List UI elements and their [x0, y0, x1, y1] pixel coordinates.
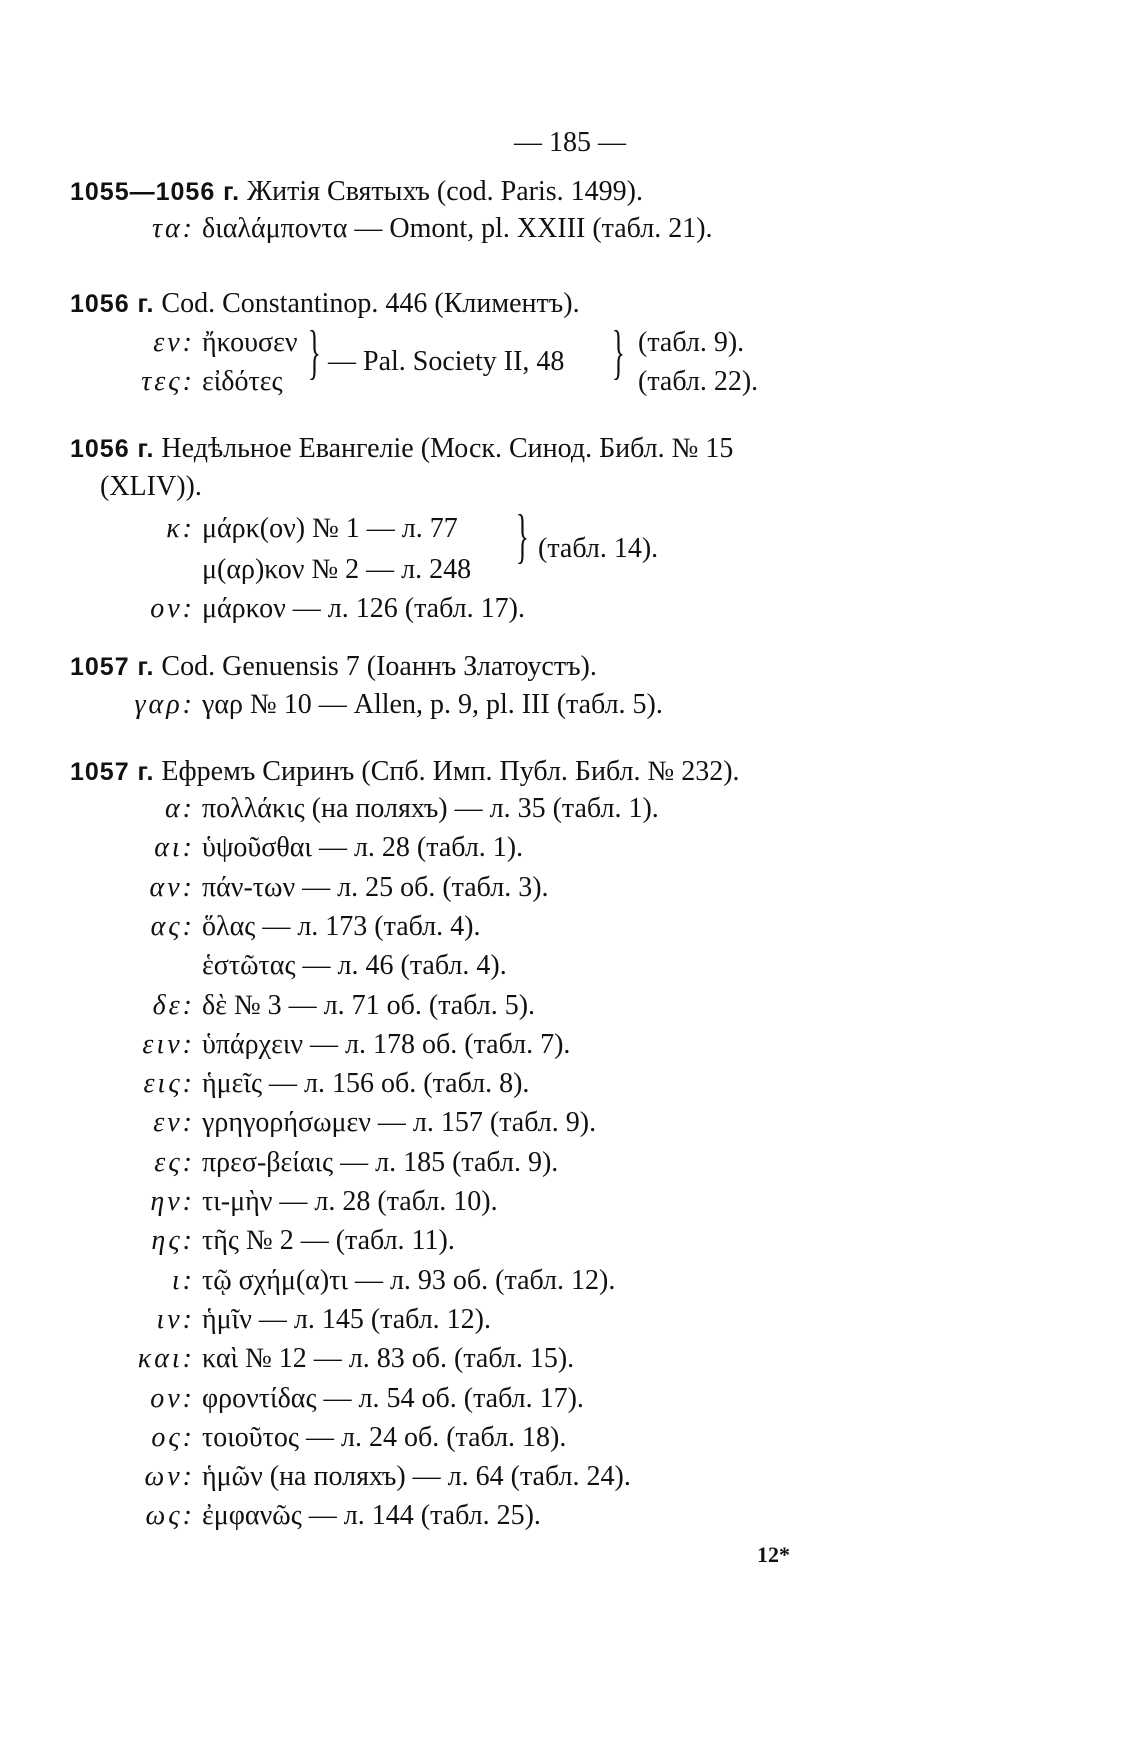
line-key: ιν: — [156, 1304, 195, 1335]
right-brace: } — [515, 503, 529, 569]
entry-heading — [70, 175, 643, 209]
entry-heading — [70, 287, 580, 321]
entry-line — [100, 792, 659, 826]
entry-heading — [70, 432, 733, 466]
line-key: τες: — [141, 366, 195, 397]
signature-mark: 12* — [757, 1542, 790, 1567]
left-brace: } — [307, 319, 321, 385]
line-key: γαρ: — [134, 689, 195, 720]
entry-line — [100, 910, 480, 944]
entry-year: 1057 г. — [70, 758, 155, 786]
plate-ref: (табл. 22). — [638, 366, 759, 397]
entry-title: Житія Святыхъ (cod. Paris. 1499). — [247, 176, 643, 207]
line-text: πρεσ-βείαις — л. 185 (табл. 9). — [202, 1147, 559, 1178]
line-text: ἡμῖν — л. 145 (табл. 12). — [202, 1304, 491, 1335]
entry-line — [100, 1499, 541, 1533]
line-text: τοιοῦτος — л. 24 об. (табл. 18). — [202, 1422, 567, 1453]
entry-line — [100, 365, 283, 399]
line-key: και: — [137, 1343, 195, 1374]
line-text: μ(αρ)κον № 2 — л. 248 — [202, 554, 472, 585]
line-key: τα: — [151, 213, 195, 244]
shared-citation: (табл. 14). — [538, 533, 659, 564]
entry-line — [100, 688, 663, 722]
page-number: — 185 — — [514, 127, 626, 158]
entry-title: Недѣльное Евангеліе (Моск. Синод. Библ. № 15 — [161, 433, 734, 464]
line-key: δε: — [152, 990, 195, 1021]
line-key: κ: — [166, 513, 195, 544]
line-key: ων: — [144, 1461, 195, 1492]
line-text: διαλάμποντα — Omont, pl. XXIII (табл. 21). — [202, 213, 713, 244]
entry-year: 1056 г. — [70, 435, 155, 463]
line-key: αι: — [154, 832, 195, 863]
line-text: καὶ № 12 — л. 83 об. (табл. 15). — [202, 1343, 575, 1374]
entry-heading — [70, 755, 740, 789]
line-text: γαρ № 10 — Allen, p. 9, pl. III (табл. 5). — [202, 689, 663, 720]
entry-line — [100, 1382, 584, 1416]
line-text: ἑστῶτας — л. 46 (табл. 4). — [202, 950, 507, 981]
line-text: ἡμεῖς — л. 156 об. (табл. 8). — [202, 1068, 530, 1099]
plate-ref: (табл. 9). — [638, 327, 745, 358]
line-text: δὲ № 3 — л. 71 об. (табл. 5). — [202, 990, 536, 1021]
line-text: ἡμῶν (на поляхъ) — л. 64 (табл. 24). — [202, 1461, 631, 1492]
line-text: πάν-των — л. 25 об. (табл. 3). — [202, 872, 549, 903]
entry-line — [100, 212, 713, 246]
line-key: ην: — [150, 1186, 195, 1217]
line-text: εἰδότες — [202, 366, 283, 397]
entry-line — [100, 1421, 566, 1455]
line-key: ι: — [171, 1265, 195, 1296]
line-text: φροντίδας — л. 54 об. (табл. 17). — [202, 1383, 584, 1414]
line-text: μάρκ(ον) № 1 — л. 77 — [202, 513, 458, 544]
line-key: εν: — [153, 1107, 195, 1138]
entry-line — [100, 1264, 615, 1298]
line-key: αν: — [149, 872, 195, 903]
entry-heading — [70, 650, 597, 684]
entry-title: Ефремъ Сиринъ (Спб. Имп. Публ. Библ. № 232). — [161, 756, 740, 787]
line-text: τῆς № 2 — (табл. 11). — [202, 1225, 455, 1256]
line-text: γρηγορήσωμεν — л. 157 (табл. 9). — [202, 1107, 597, 1138]
line-key: ειν: — [142, 1029, 195, 1060]
entry-line — [100, 949, 507, 983]
entry-line — [100, 1342, 574, 1376]
line-key: ον: — [150, 1383, 195, 1414]
entry-year: 1057 г. — [70, 653, 155, 681]
line-key: ος: — [151, 1422, 195, 1453]
entry-title: Cod. Constantinop. 446 (Климентъ). — [161, 288, 580, 319]
entry-line — [100, 1224, 455, 1258]
shared-citation: — Pal. Society II, 48 — [328, 346, 565, 377]
line-text: ὑπάρχειν — л. 178 об. (табл. 7). — [202, 1029, 571, 1060]
entry-line — [100, 1106, 596, 1140]
entry-year: 1055—1056 г. — [70, 178, 241, 206]
entry-line — [100, 512, 458, 546]
entry-line — [100, 1146, 558, 1180]
line-key: ον: — [150, 593, 195, 624]
entry-line — [100, 989, 535, 1023]
entry-line — [100, 1028, 570, 1062]
entry-line — [100, 553, 471, 587]
entry-year: 1056 г. — [70, 290, 155, 318]
entry-title-continuation: (XLIV)). — [100, 471, 202, 502]
entry-title: Cod. Genuensis 7 (Іоаннъ Златоустъ). — [161, 651, 597, 682]
line-text: ἐμφανῶς — л. 144 (табл. 25). — [202, 1500, 541, 1531]
entry-line — [100, 592, 525, 626]
line-key: α: — [164, 793, 195, 824]
entry-line — [100, 1185, 498, 1219]
line-key: ας: — [150, 911, 195, 942]
right-brace: } — [611, 319, 625, 385]
line-text: ὅλας — л. 173 (табл. 4). — [202, 911, 481, 942]
line-key: ες: — [154, 1147, 195, 1178]
line-text: ὑψοῦσθαι — л. 28 (табл. 1). — [202, 832, 524, 863]
entry-line — [100, 1067, 529, 1101]
entry-line — [100, 1303, 491, 1337]
line-key: ως: — [145, 1500, 195, 1531]
line-key: ης: — [151, 1225, 195, 1256]
line-key: εις: — [143, 1068, 195, 1099]
line-text: μάρκον — л. 126 (табл. 17). — [202, 593, 525, 624]
entry-line — [100, 326, 298, 360]
line-text: πολλάκις (на поляхъ) — л. 35 (табл. 1). — [202, 793, 659, 824]
line-text: τῷ σχήμ(α)τι — л. 93 об. (табл. 12). — [202, 1265, 616, 1296]
entry-line — [100, 831, 523, 865]
line-key: εν: — [153, 327, 195, 358]
entry-line — [100, 1460, 631, 1494]
line-text: τι-μὴν — л. 28 (табл. 10). — [202, 1186, 498, 1217]
line-text: ἤκουσεν — [202, 327, 298, 358]
entry-line — [100, 871, 549, 905]
